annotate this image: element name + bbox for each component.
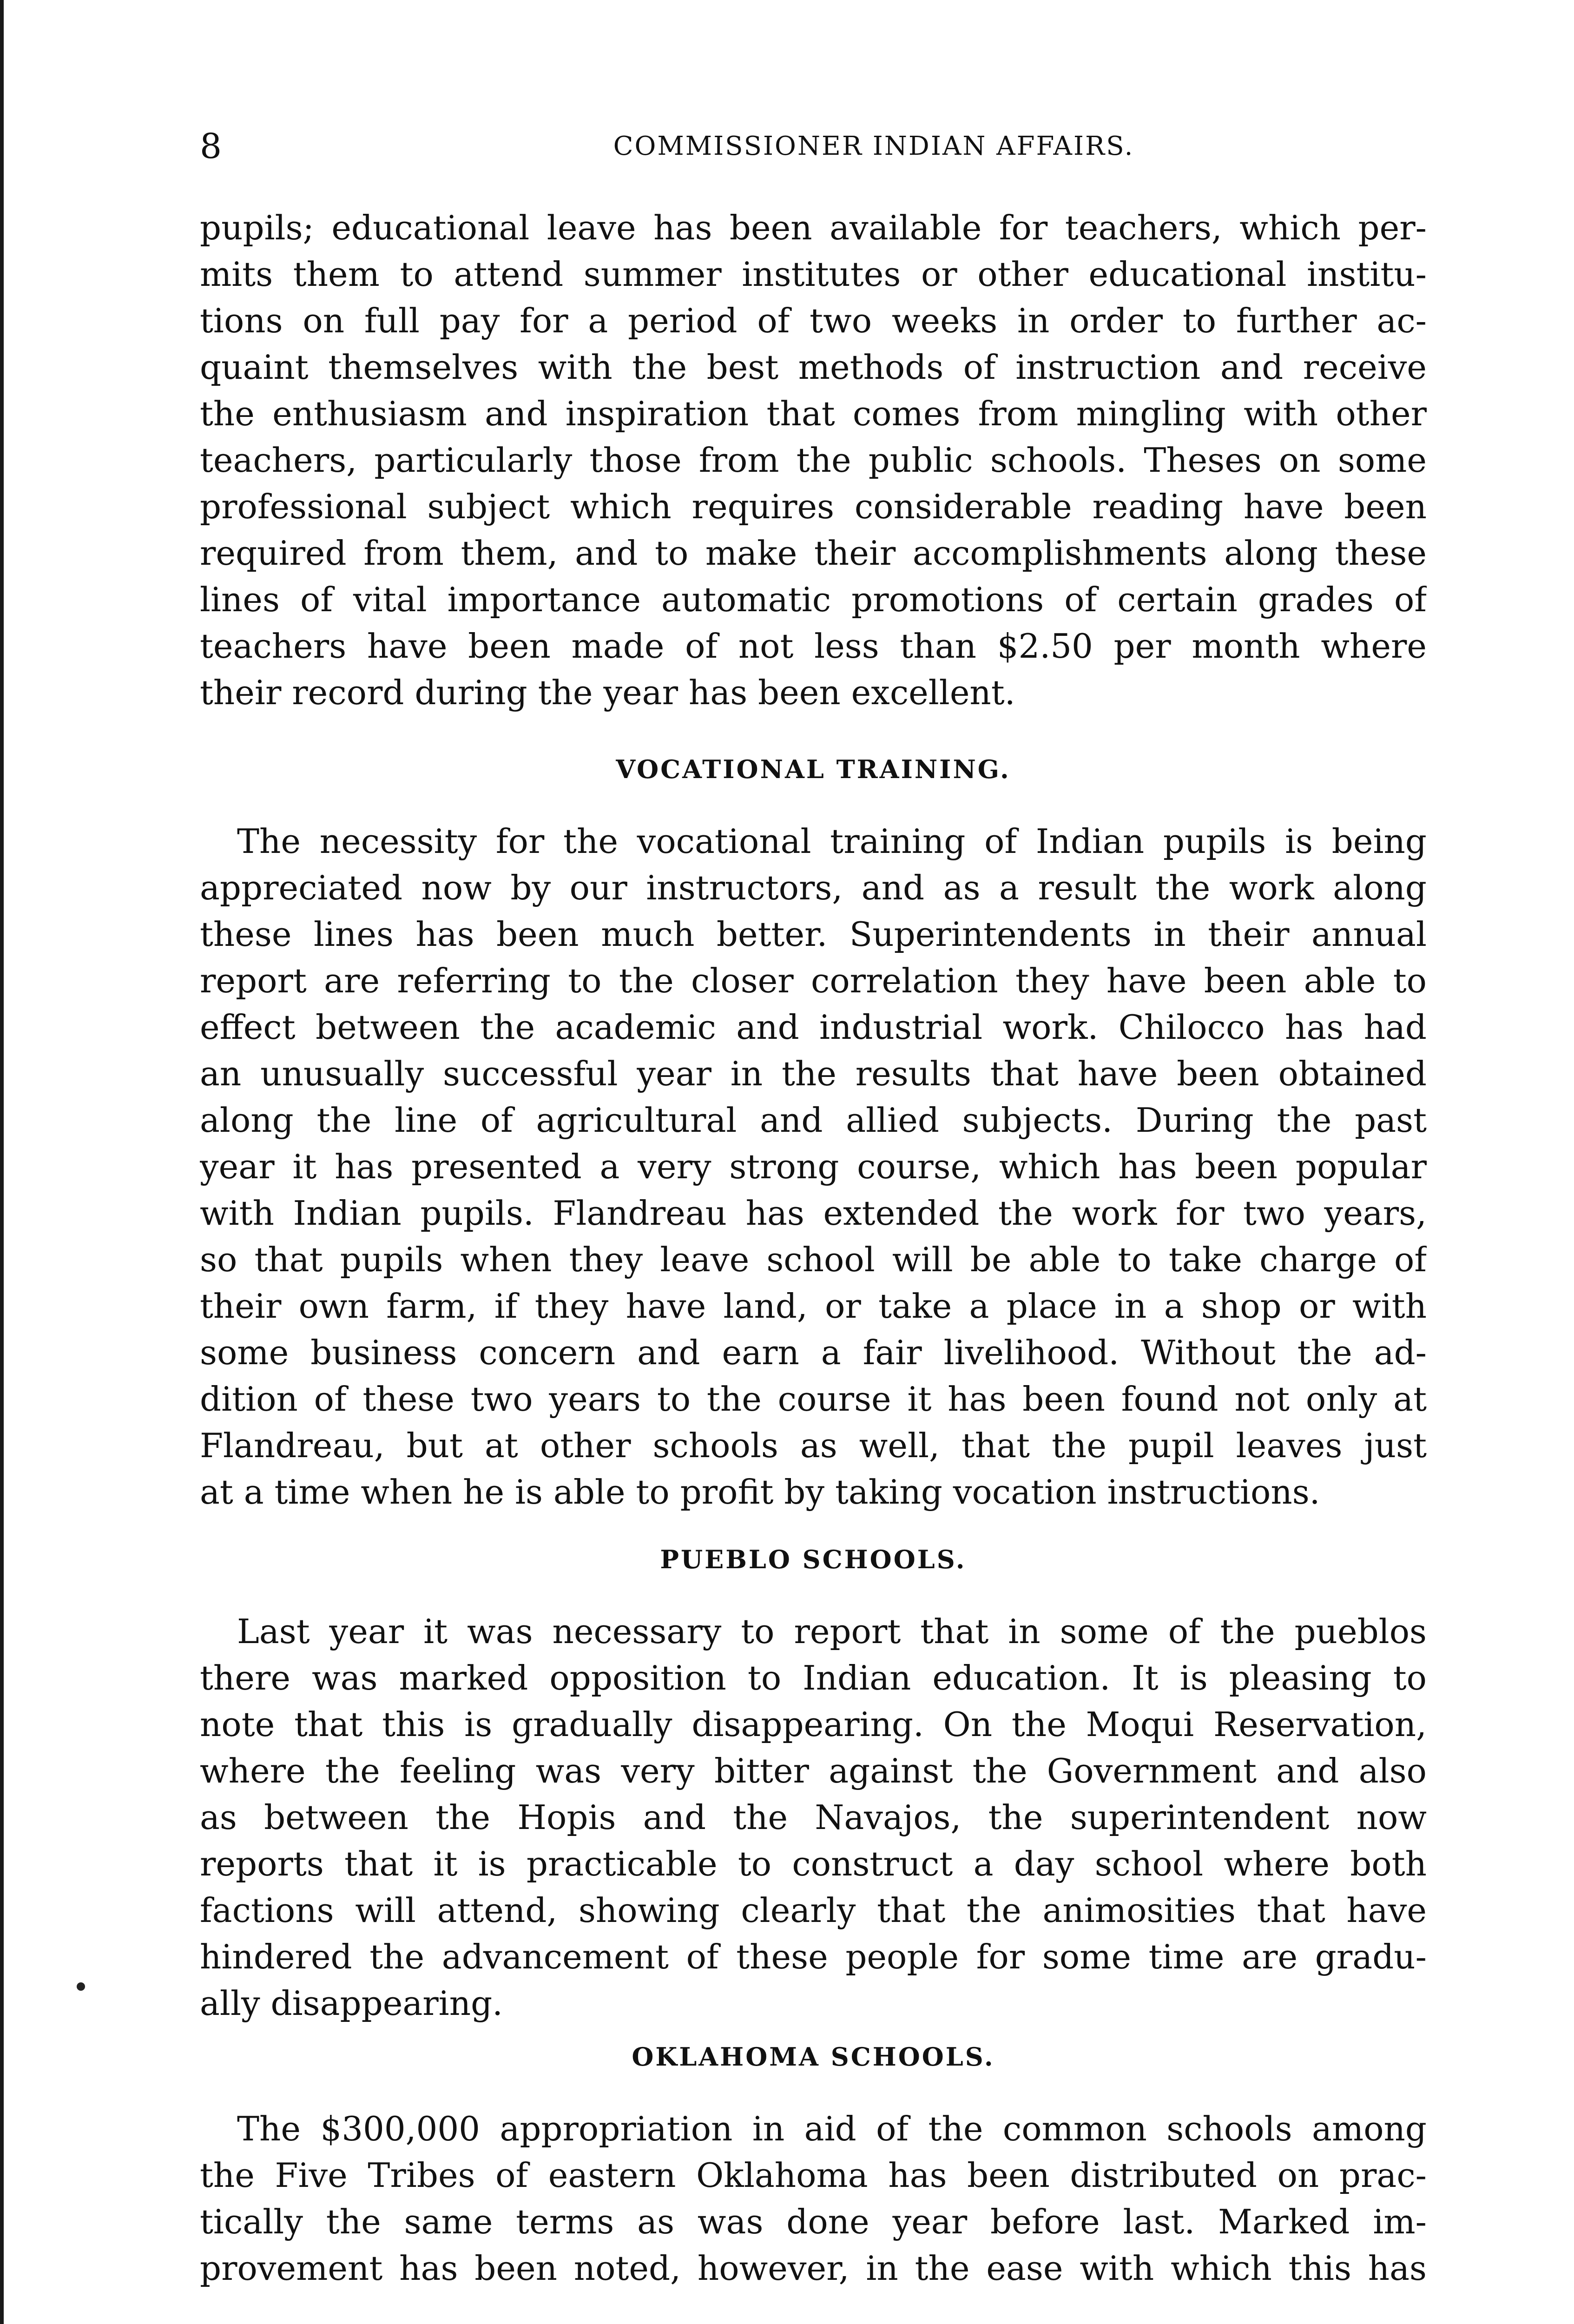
text-line: Last year it was necessary to report that in some of the pueblos <box>237 1612 1427 1651</box>
section-heading-pueblo-schools: PUEBLO SCHOOLS. <box>660 1545 967 1574</box>
text-line: at a time when he is able to profit by taking vocation instructions. <box>200 1472 1320 1512</box>
text-line: along the line of agricultural and allied subjects. During the past <box>200 1101 1427 1140</box>
text-line: lines of vital importance automatic promotions of certain grades of <box>200 580 1427 619</box>
text-line: reports that it is practicable to construct a day school where both <box>200 1844 1427 1883</box>
text-line: teachers have been made of not less than $2.50 per month where <box>200 627 1427 666</box>
scan-speck <box>77 1982 85 1991</box>
text-line: ally disappearing. <box>200 1984 503 2023</box>
text-line: quaint themselves with the best methods of instruction and receive <box>200 348 1427 387</box>
text-line: pupils; educational leave has been available for teachers, which per- <box>200 208 1427 247</box>
text-line: appreciated now by our instructors, and as a result the work along <box>200 868 1427 907</box>
text-line: teachers, particularly those from the public schools. Theses on some <box>200 441 1427 480</box>
text-line: tically the same terms as was done year before last. Marked im- <box>200 2202 1427 2241</box>
running-head <box>200 125 1427 167</box>
text-line: The necessity for the vocational training of Indian pupils is being <box>237 822 1427 861</box>
running-title: COMMISSIONER INDIAN AFFAIRS. <box>613 131 1134 161</box>
paragraph-pueblo-schools <box>200 1608 1427 2027</box>
text-line: provement has been noted, however, in the ease with which this has <box>200 2249 1427 2288</box>
text-line: there was marked opposition to Indian education. It is pleasing to <box>200 1658 1427 1697</box>
text-line: an unusually successful year in the results that have been obtained <box>200 1054 1427 1093</box>
text-line: tions on full pay for a period of two weeks in order to further ac- <box>200 301 1427 340</box>
text-line: Flandreau, but at other schools as well, that the pupil leaves just <box>200 1426 1427 1465</box>
text-line: mits them to attend summer institutes or other educational institu- <box>200 255 1427 294</box>
text-line: their own farm, if they have land, or take a place in a shop or with <box>200 1287 1427 1326</box>
text-line: some business concern and earn a fair livelihood. Without the ad- <box>200 1333 1427 1372</box>
text-line: the enthusiasm and inspiration that comes from mingling with other <box>200 394 1427 433</box>
text-line: effect between the academic and industrial work. Chilocco has had <box>200 1008 1427 1047</box>
text-line: report are referring to the closer correlation they have been able to <box>200 961 1427 1000</box>
text-line: these lines has been much better. Superintendents in their annual <box>200 915 1427 954</box>
text-line: hindered the advancement of these people for some time are gradu- <box>200 1937 1427 1976</box>
paragraph-continuation <box>200 205 1427 716</box>
section-heading-oklahoma-schools: OKLAHOMA SCHOOLS. <box>632 2042 995 2072</box>
section-heading-vocational-training: VOCATIONAL TRAINING. <box>616 754 1011 784</box>
paragraph-oklahoma-schools <box>200 2106 1427 2291</box>
text-line: their record during the year has been excellent. <box>200 673 1015 712</box>
text-line: factions will attend, showing clearly that the animosities that have <box>200 1891 1427 1930</box>
text-line: with Indian pupils. Flandreau has extended the work for two years, <box>200 1194 1427 1233</box>
text-line: year it has presented a very strong course, which has been popular <box>200 1147 1427 1186</box>
text-line: note that this is gradually disappearing. On the Moqui Reservation, <box>200 1705 1427 1744</box>
text-line: as between the Hopis and the Navajos, the superintendent now <box>200 1798 1427 1837</box>
text-line: the Five Tribes of eastern Oklahoma has been distributed on prac- <box>200 2156 1427 2195</box>
page-number: 8 <box>200 126 222 166</box>
text-line: where the feeling was very bitter against the Government and also <box>200 1751 1427 1790</box>
text-line: professional subject which requires considerable reading have been <box>200 487 1427 526</box>
text-line: The $300,000 appropriation in aid of the common schools among <box>237 2109 1427 2148</box>
scan-left-border <box>0 0 4 2324</box>
text-line: required from them, and to make their accomplishments along these <box>200 534 1427 573</box>
text-line: dition of these two years to the course it has been found not only at <box>200 1380 1427 1419</box>
paragraph-vocational-training <box>200 818 1427 1515</box>
text-line: so that pupils when they leave school will be able to take charge of <box>200 1240 1427 1279</box>
